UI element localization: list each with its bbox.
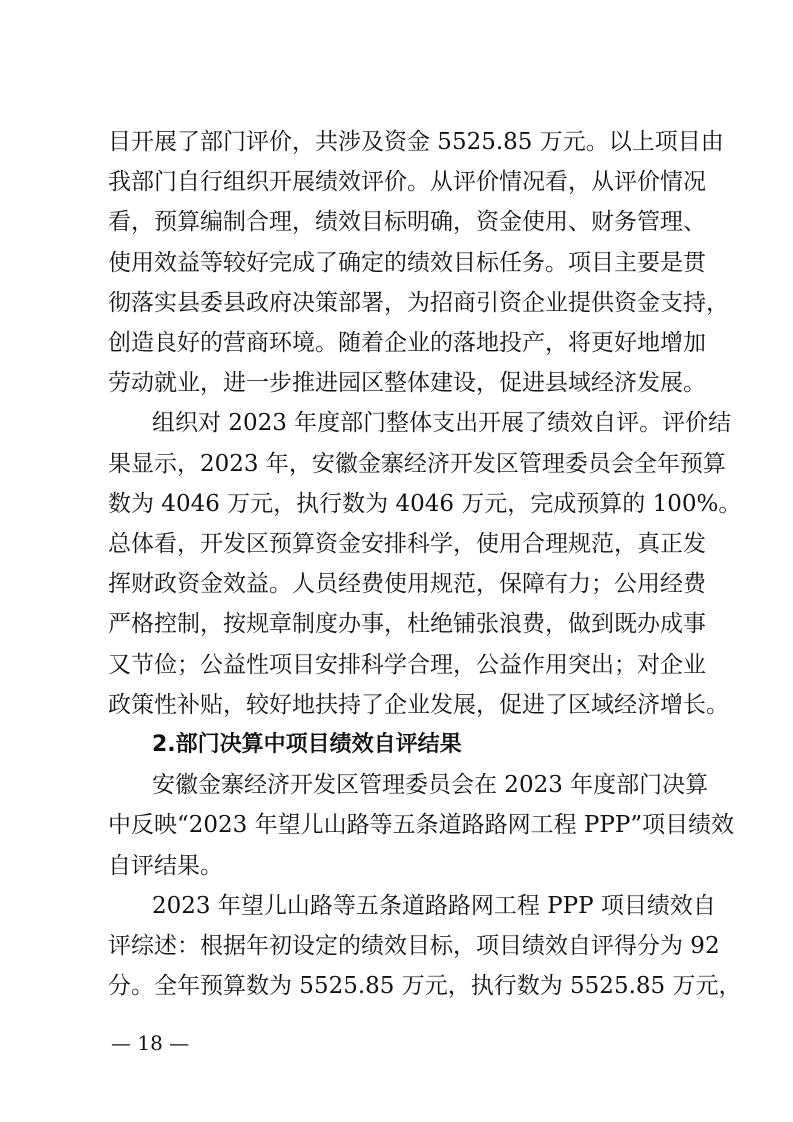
- body-text-line: 总体看，开发区预算资金安排科学，使用合理规范，真正发: [108, 531, 706, 557]
- body-text-line: 使用效益等较好完成了确定的绩效目标任务。项目主要是贯: [108, 249, 706, 276]
- body-text-line: 看，预算编制合理，绩效目标明确，资金使用、财务管理、: [108, 209, 706, 236]
- paragraph-first-line: 2023 年望儿山路等五条道路路网工程 PPP 项目绩效自: [152, 892, 716, 919]
- body-text-line: 我部门自行组织开展绩效评价。从评价情况看，从评价情况: [108, 169, 706, 196]
- body-text-line: 又节俭；公益性项目安排科学合理，公益作用突出；对企业: [108, 651, 706, 678]
- body-text-line: 分。全年预算数为 5525.85 万元，执行数为 5525.85 万元，: [108, 973, 742, 1000]
- body-text-line: 彻落实县委县政府决策部署，为招商引资企业提供资金支持，: [108, 289, 729, 316]
- section-heading: 2.部门决算中项目绩效自评结果: [152, 732, 462, 757]
- body-text-line: 挥财政资金效益。人员经费使用规范，保障有力；公用经费: [108, 571, 706, 598]
- body-text-line: 自评结果。: [108, 852, 223, 879]
- page-number: — 18 —: [111, 1031, 190, 1055]
- body-text-line: 中反映“2023 年望儿山路等五条道路路网工程 PPP”项目绩效: [108, 812, 735, 839]
- body-text-line: 劳动就业，进一步推进园区整体建设，促进县域经济发展。: [108, 370, 706, 397]
- paragraph-first-line: 组织对 2023 年度部门整体支出开展了绩效自评。评价结: [152, 410, 732, 437]
- body-text-line: 创造良好的营商环境。随着企业的落地投产，将更好地增加: [108, 330, 706, 356]
- body-text-line: 数为 4046 万元，执行数为 4046 万元，完成预算的 100%。: [108, 490, 742, 517]
- body-text-line: 严格控制，按规章制度办事，杜绝铺张浪费，做到既办成事: [108, 611, 706, 638]
- body-text-line: 目开展了部门评价，共涉及资金 5525.85 万元。以上项目由: [108, 129, 724, 155]
- paragraph-first-line: 安徽金寨经济开发区管理委员会在 2023 年度部门决算: [152, 772, 709, 799]
- body-text-line: 政策性补贴，较好地扶持了企业发展，促进了区域经济增长。: [108, 691, 729, 718]
- body-text-line: 评综述：根据年初设定的绩效目标，项目绩效自评得分为 92: [108, 933, 720, 959]
- body-text-line: 果显示，2023 年，安徽金寨经济开发区管理委员会全年预算: [108, 450, 726, 477]
